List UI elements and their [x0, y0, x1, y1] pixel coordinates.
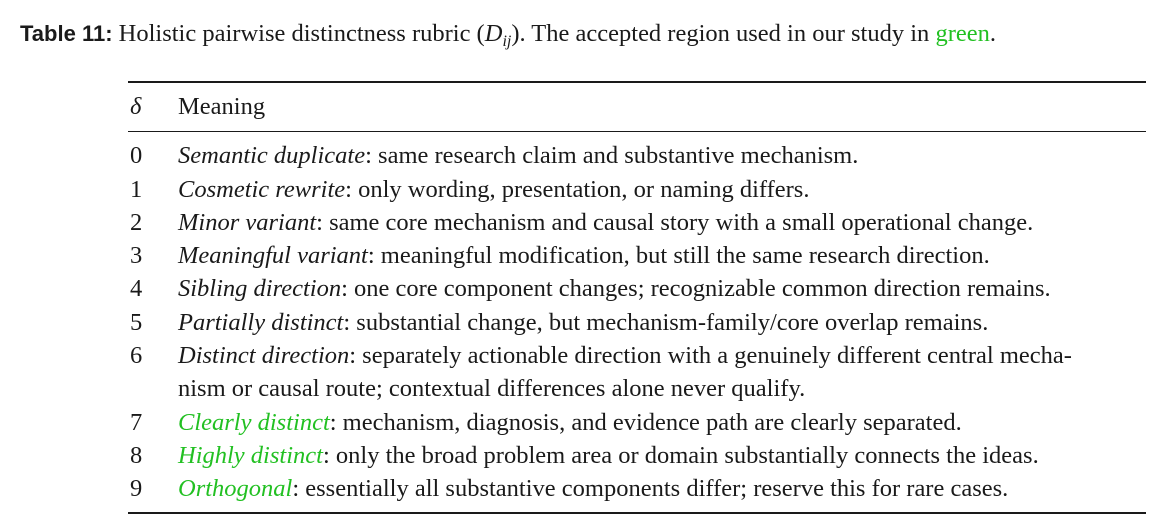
term-description: : essentially all substantive components differ; reserve this for rare cases. [292, 475, 1009, 503]
caption-math-subscript: ij [502, 33, 512, 50]
term-description-continuation: nism or causal route; contextual differences alone never qualify. [178, 375, 806, 403]
meaning-cell [178, 239, 1146, 272]
term-description: : mechanism, diagnosis, and evidence path are clearly separated. [329, 408, 962, 436]
term-description: : same research claim and substantive mechanism. [365, 142, 859, 170]
meaning-cell [178, 139, 1146, 172]
table-row [128, 472, 1146, 505]
table-row [128, 439, 1146, 472]
term-description: : substantial change, but mechanism-family/core overlap remains. [343, 308, 989, 336]
table-caption [20, 17, 996, 51]
delta-cell: 5 [130, 308, 143, 336]
delta-cell: 2 [130, 208, 143, 236]
term-label: Minor variant [178, 208, 317, 236]
bottom-rule [128, 512, 1146, 514]
term-label: Distinct direction [178, 342, 350, 370]
delta-cell: 6 [130, 342, 143, 370]
meaning-cell [178, 339, 1146, 406]
delta-cell: 8 [130, 441, 143, 469]
term-description: : same core mechanism and causal story with a small operational change. [316, 208, 1034, 236]
term-description: : one core component changes; recognizable common direction remains. [341, 275, 1051, 303]
delta-cell: 9 [130, 475, 143, 503]
caption-text-middle: ). The accepted region used in our study in [511, 20, 936, 47]
header-meaning: Meaning [178, 93, 266, 120]
caption-green-word: green [935, 20, 990, 47]
table-row [128, 173, 1146, 206]
table-body [128, 132, 1146, 511]
table-row [128, 206, 1146, 239]
table-row [128, 139, 1146, 172]
caption-math [484, 20, 512, 50]
meaning-cell [178, 439, 1146, 472]
rubric-table [128, 81, 1146, 514]
meaning-cell [178, 472, 1146, 505]
caption-text-end: . [989, 20, 996, 47]
delta-cell: 4 [130, 275, 143, 303]
table-number: Table 11: [20, 21, 113, 46]
term-label-accepted: Highly distinct [178, 441, 323, 469]
meaning-cell [178, 206, 1146, 239]
delta-cell: 7 [130, 408, 143, 436]
delta-cell: 0 [130, 142, 143, 170]
table-row [128, 272, 1146, 305]
meaning-cell [178, 306, 1146, 339]
term-description: : separately actionable direction with a genuinely different central mecha- [349, 342, 1072, 370]
term-label: Sibling direction [178, 275, 342, 303]
delta-cell: 1 [130, 175, 143, 203]
table-row [128, 239, 1146, 272]
table-row [128, 306, 1146, 339]
term-label: Cosmetic rewrite [178, 175, 346, 203]
table-header-row [128, 83, 1146, 131]
term-label: Partially distinct [178, 308, 344, 336]
delta-cell: 3 [130, 242, 143, 270]
term-label: Semantic duplicate [178, 142, 366, 170]
term-description: : meaningful modification, but still the same research direction. [367, 242, 990, 270]
meaning-cell [178, 406, 1146, 439]
meaning-cell [178, 272, 1146, 305]
term-description: : only the broad problem area or domain substantially connects the ideas. [322, 441, 1039, 469]
header-delta: δ [130, 93, 142, 120]
term-label: Meaningful variant [178, 242, 368, 270]
term-label-accepted: Clearly distinct [178, 408, 330, 436]
caption-text-start: Holistic pairwise distinctness rubric ( [118, 20, 485, 47]
term-description: : only wording, presentation, or naming differs. [345, 175, 810, 203]
table-row [128, 339, 1146, 406]
caption-math-base: D [484, 20, 503, 47]
term-label-accepted: Orthogonal [178, 475, 293, 503]
meaning-cell [178, 173, 1146, 206]
table-row [128, 406, 1146, 439]
